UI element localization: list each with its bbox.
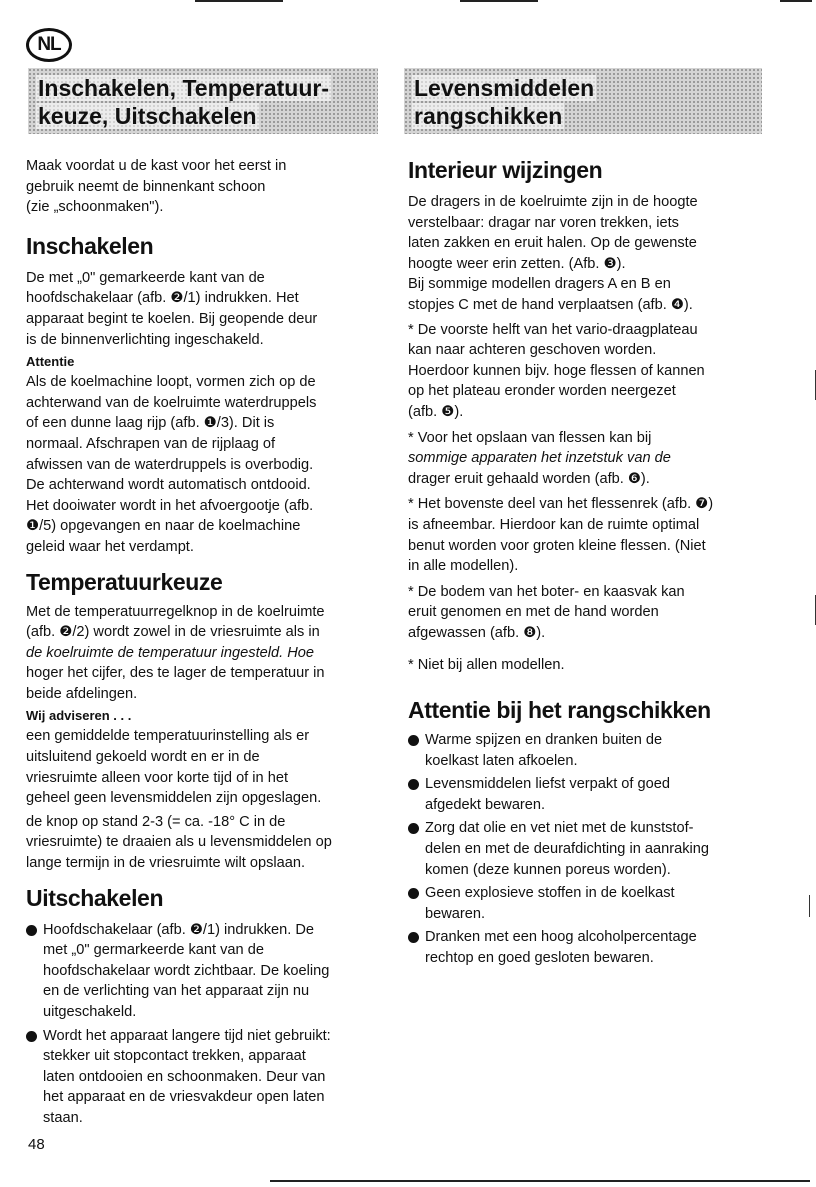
- banner-left-line-2: keuze, Uitschakelen: [38, 103, 257, 129]
- advies-line: vriesruimte) te draaien als u levensmiddelen op: [26, 834, 332, 851]
- list-item: Levensmiddelen liefst verpakt of goed afgedekt bewaren.: [408, 774, 764, 815]
- attentie-label: Attentie: [26, 354, 75, 370]
- top-rule-right: [780, 0, 812, 2]
- inschakelen-line: De met „0" gemarkeerde kant van de: [26, 269, 265, 286]
- interieur-line: verstelbaar: dragar nar voren trekken, iets: [408, 214, 679, 231]
- advies-line: geheel geen levensmiddelen zijn opgeslagen.: [26, 790, 322, 807]
- interieur-line: stopjes C met de hand verplaatsen (afb. ❹).: [408, 296, 693, 313]
- interieur-line: is afneembar. Hierdoor kan de ruimte optimal: [408, 516, 700, 533]
- intro-line: (zie „schoonmaken").: [26, 199, 164, 216]
- advies-line: vriesruimte alleen voor korte tijd of in het: [26, 769, 288, 786]
- page-number: 48: [28, 1136, 45, 1153]
- interieur-line: (afb. ❺).: [408, 403, 464, 420]
- attentie-list: [408, 730, 764, 969]
- interieur-line: kan naar achteren geschoven worden.: [408, 342, 657, 359]
- interieur-line: * Voor het opslaan van flessen kan bij: [408, 429, 652, 446]
- temperatuur-line: (afb. ❷/2) wordt zowel in de vriesruimte als in: [26, 624, 320, 641]
- heading-inschakelen: Inschakelen: [26, 232, 154, 259]
- right-column: [408, 156, 764, 972]
- advies-label: Wij adviseren . . .: [26, 708, 132, 724]
- interieur-line: De dragers in de koelruimte zijn in de hoogte: [408, 194, 698, 210]
- attentie-line: Als de koelmachine loopt, vormen zich op de: [26, 374, 316, 391]
- attentie-line: normaal. Afschrapen van de rijplaag of: [26, 435, 276, 452]
- attentie-line: ❶/5) opgevangen en naar de koelmachine: [26, 518, 301, 535]
- list-item: Dranken met een hoog alcoholpercentage rechtop en goed gesloten bewaren.: [408, 927, 764, 968]
- list-item: Geen explosieve stoffen in de koelkast bewaren.: [408, 883, 764, 924]
- footnote: * Niet bij allen modellen.: [408, 657, 565, 674]
- temperatuur-line: Met de temperatuurregelknop in de koelruimte: [26, 603, 325, 620]
- advies-line: een gemiddelde temperatuurinstelling als er: [26, 728, 310, 745]
- interieur-line: in alle modellen).: [408, 558, 519, 575]
- interieur-line: laten zakken en eruit halen. Op de gewenste: [408, 235, 697, 252]
- attentie-line: achterwand van de koelruimte waterdruppels: [26, 394, 317, 411]
- interieur-line: op het plateau eronder worden neergezet: [408, 383, 676, 400]
- heading-temperatuurkeuze: Temperatuurkeuze: [26, 568, 223, 595]
- interieur-line: * De voorste helft van het vario-draagplateau: [408, 321, 698, 338]
- heading-attentie-rangschikken: Attentie bij het rangschikken: [408, 697, 711, 724]
- interieur-line: hoogte weer erin zetten. (Afb. ❸).: [408, 255, 626, 272]
- inschakelen-line: apparaat begint te koelen. Bij geopende deur: [26, 310, 318, 327]
- attentie-line: Het dooiwater wordt in het afvoergootje (afb.: [26, 497, 314, 514]
- interieur-line: benut worden voor groten kleine flessen. (Niet: [408, 537, 706, 554]
- attentie-line: afwissen van de waterdruppels is overbodig.: [26, 456, 314, 473]
- attentie-line: De achterwand wordt automatisch ontdooid.: [26, 477, 311, 494]
- left-column: [26, 156, 386, 1132]
- interieur-line: * Het bovenste deel van het flessenrek (afb. ❼): [408, 496, 714, 513]
- attentie-line: geleid waar het verdampt.: [26, 538, 194, 555]
- interieur-line: Bij sommige modellen dragers A en B en: [408, 276, 671, 293]
- language-badge: NL: [26, 28, 72, 62]
- interieur-line: afgewassen (afb. ❽).: [408, 624, 546, 641]
- top-rule-mid: [460, 0, 538, 2]
- intro-line: gebruik neemt de binnenkant schoon: [26, 178, 266, 195]
- heading-uitschakelen: Uitschakelen: [26, 884, 164, 911]
- bottom-rule: [270, 1180, 810, 1182]
- banner-right-line-2: rangschikken: [414, 103, 563, 129]
- temperatuur-line-italic: de koelruimte de temperatuur ingesteld. Hoe: [26, 644, 314, 661]
- temperatuur-line: hoger het cijfer, des te lager de temperatuur in: [26, 665, 325, 682]
- advies-line: uitsluitend gekoeld wordt en er in de: [26, 749, 260, 766]
- interieur-line-italic: sommige apparaten het inzetstuk van de: [408, 450, 671, 467]
- advies-line: de knop op stand 2-3 (= ca. -18° C in de: [26, 813, 286, 830]
- banner-left: [28, 68, 378, 134]
- attentie-line: of een dunne laag rijp (afb. ❶/3). Dit is: [26, 415, 275, 432]
- margin-mark: [809, 895, 810, 917]
- list-item: Zorg dat olie en vet niet met de kunststof- delen en met de deurafdichting in aanraking komen (deze kunnen poreus worden).: [408, 818, 764, 880]
- list-item: Hoofdschakelaar (afb. ❷/1) indrukken. De met „0" germarkeerde kant van de hoofdschakelaar wordt zichtbaar. De koeling en de verlichting van het apparaat zijn nu uitgeschakeld.: [26, 920, 386, 1023]
- interieur-line: * De bodem van het boter- en kaasvak kan: [408, 583, 685, 600]
- top-rule-left: [195, 0, 283, 2]
- list-item: Wordt het apparaat langere tijd niet gebruikt: stekker uit stopcontact trekken, apparaat laten ontdooien en schoonmaken. Deur van het apparaat en de vriesvakdeur open laten staan.: [26, 1026, 386, 1129]
- intro-line: Maak voordat u de kast voor het eerst in: [26, 158, 287, 174]
- interieur-line: eruit genomen en met de hand worden: [408, 604, 659, 621]
- banner-left-line-1: Inschakelen, Temperatuur-: [38, 75, 329, 101]
- list-item: Warme spijzen en dranken buiten de koelkast laten afkoelen.: [408, 730, 764, 771]
- temperatuur-line: beide afdelingen.: [26, 685, 138, 702]
- inschakelen-line: is de binnenverlichting ingeschakeld.: [26, 331, 264, 348]
- banner-right-line-1: Levensmiddelen: [414, 75, 595, 101]
- heading-interieur: Interieur wijzingen: [408, 157, 603, 183]
- banner-right: [404, 68, 762, 134]
- uitschakelen-list: [26, 920, 386, 1129]
- interieur-line: Hoerdoor kunnen bijv. hoge flessen of kannen: [408, 362, 705, 379]
- advies-line: lange termijn in de vriesruimte wilt opslaan.: [26, 855, 306, 872]
- interieur-line: drager eruit gehaald worden (afb. ❻).: [408, 470, 650, 487]
- inschakelen-line: hoofdschakelaar (afb. ❷/1) indrukken. Het: [26, 290, 299, 307]
